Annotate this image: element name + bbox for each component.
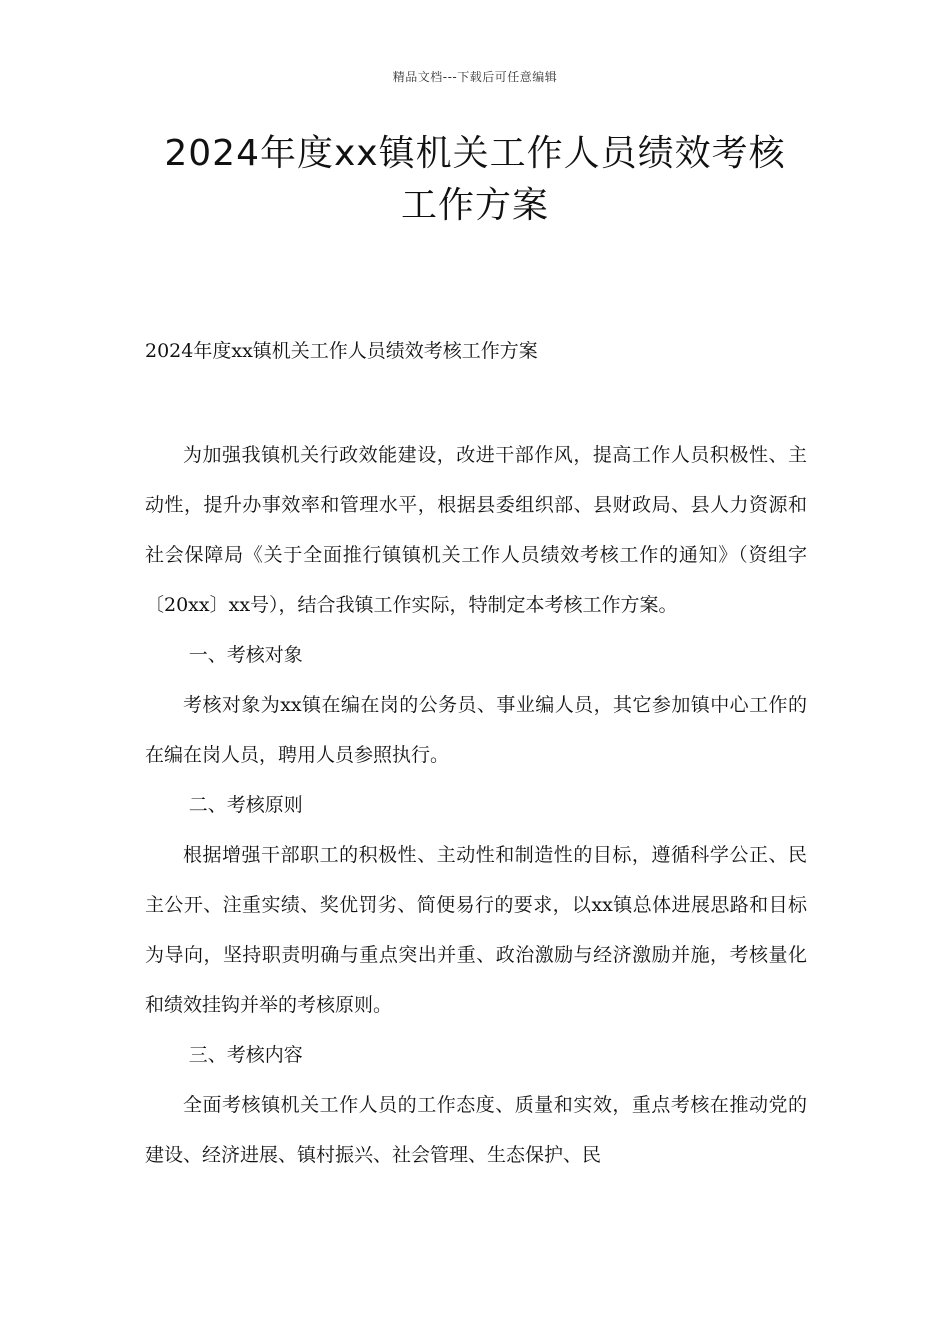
paragraph-assessment-target: 考核对象为xx镇在编在岗的公务员、事业编人员，其它参加镇中心工作的在编在岗人员，聘用人员参照执行。 (145, 694, 807, 766)
document-title (100, 128, 850, 232)
document-body (145, 430, 807, 1180)
document-subtitle: 2024年度xx镇机关工作人员绩效考核工作方案 (145, 340, 538, 362)
paragraph-assessment-principle: 根据增强干部职工的积极性、主动性和制造性的目标，遵循科学公正、民主公开、注重实绩、奖优罚劣、简便易行的要求，以xx镇总体进展思路和目标为导向，坚持职责明确与重点突出并重、政治激励与经济激励并施，考核量化和绩效挂钩并举的考核原则。 (145, 844, 807, 1016)
section-heading-2: 二、考核原则 (188, 794, 303, 816)
header-note: 精品文档---下载后可任意编辑 (392, 70, 558, 84)
title-line-1: 2024年度xx镇机关工作人员绩效考核 (164, 133, 786, 174)
section-heading-3: 三、考核内容 (188, 1044, 303, 1066)
paragraph-intro: 为加强我镇机关行政效能建设，改进干部作风，提高工作人员积极性、主动性，提升办事效率和管理水平，根据县委组织部、县财政局、县人力资源和社会保障局《关于全面推行镇镇机关工作人员绩效考核工作的通知》（资组字〔20xx〕xx号），结合我镇工作实际，特制定本考核工作方案。 (145, 444, 807, 616)
section-heading-1: 一、考核对象 (188, 644, 303, 666)
title-line-2: 工作方案 (400, 185, 549, 226)
paragraph-assessment-content: 全面考核镇机关工作人员的工作态度、质量和实效，重点考核在推动党的建设、经济进展、镇村振兴、社会管理、生态保护、民 (145, 1094, 807, 1166)
